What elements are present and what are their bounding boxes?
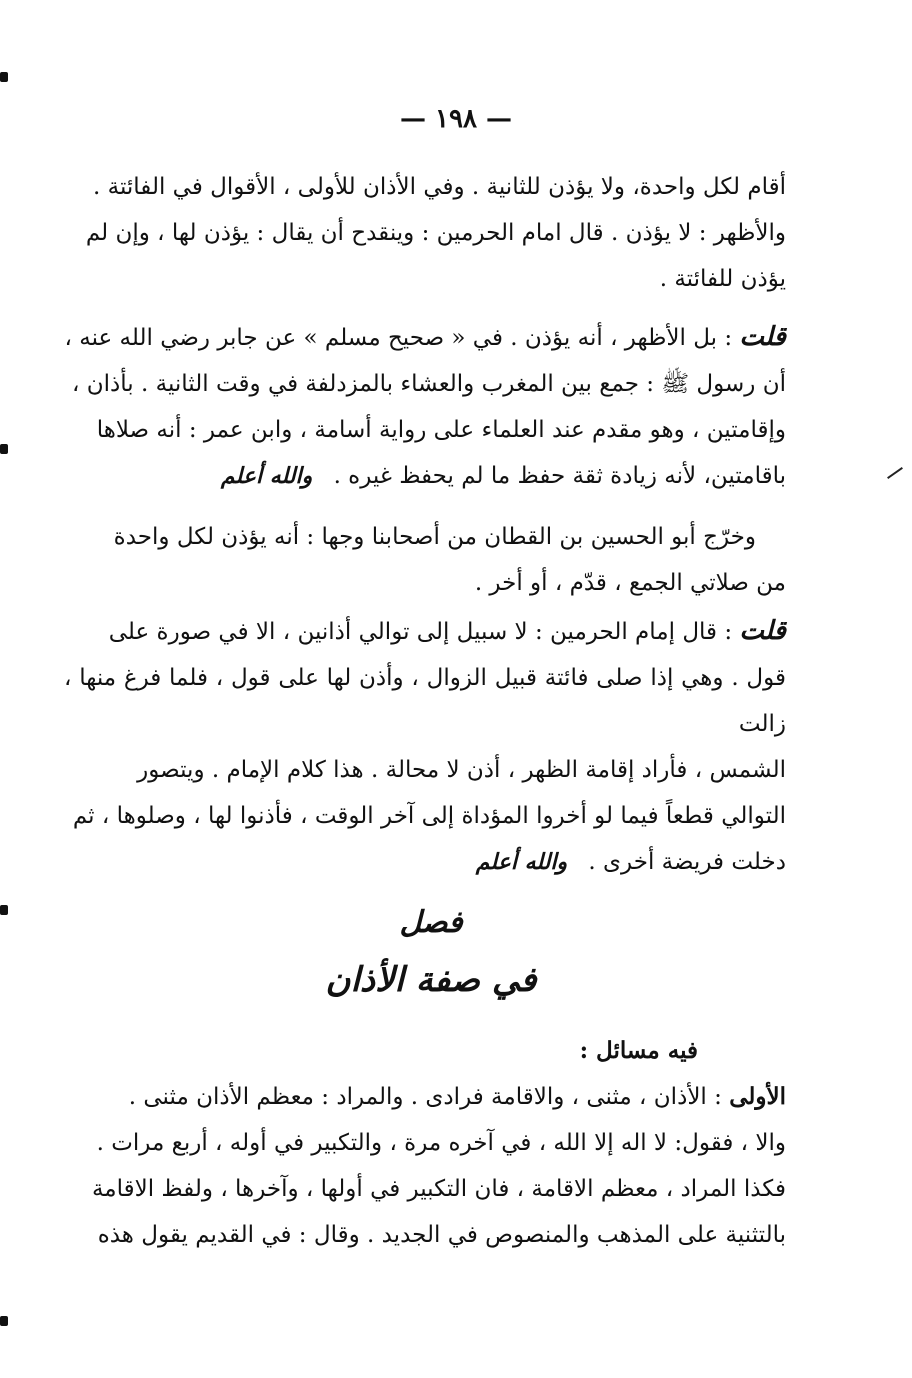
line-text: باقامتين، لأنه زيادة ثقة حفظ ما لم يحفظ غيره . [333, 463, 786, 489]
text-line: أقام لكل واحدة، ولا يؤذن للثانية . وفي الأذان للأولى ، الأقوال في الفائتة . [93, 174, 786, 200]
paragraph-5 [64, 1028, 786, 1258]
text-line: يؤذن للفائتة . [659, 266, 786, 292]
text-line: والا ، فقول: لا اله إلا الله ، في آخره مرة ، والتكبير في أوله ، أربع مرات . [96, 1130, 786, 1156]
first-label: الأولى [729, 1083, 786, 1110]
qult-label: قلت [739, 322, 786, 352]
text-line: أن رسول ﷺ : جمع بين المغرب والعشاء بالمزدلفة في وقت الثانية . بأذان ، [72, 371, 786, 397]
text-line: بالتثنية على المذهب والمنصوص في الجديد . وقال : في القديم يقول هذه [97, 1222, 786, 1248]
page-number: — ١٩٨ — [399, 104, 513, 134]
margin-stroke [887, 467, 903, 479]
paragraph-4 [64, 608, 786, 885]
text-line [64, 314, 786, 361]
section-label: فصل [399, 905, 463, 940]
text-line: وإقامتين ، وهو مقدم عند العلماء على رواية أسامة ، وابن عمر : أنه صلاها [96, 417, 786, 443]
intro-line: فيه مسائل : [579, 1037, 698, 1064]
margin-speck [0, 72, 8, 82]
qult-label: قلت [739, 616, 786, 646]
margin-speck [0, 1316, 8, 1326]
paragraph-1 [64, 164, 786, 302]
line-text: : قال إمام الحرمين : لا سبيل إلى توالي أذانين ، الا في صورة على [108, 619, 733, 645]
line-text: دخلت فريضة أخرى . [588, 849, 786, 875]
closing-phrase: والله أعلم [220, 463, 313, 489]
closing-phrase: والله أعلم [475, 849, 568, 875]
line-text: : الأذان ، مثنى ، والاقامة فرادى . والمراد : معظم الأذان مثنى . [128, 1084, 722, 1110]
text-line [64, 1074, 786, 1120]
line-text: : بل الأظهر ، أنه يؤذن . في « صحيح مسلم » عن جابر رضي الله عنه ، [64, 325, 733, 351]
text-line: الشمس ، فأراد إقامة الظهر ، أذن لا محالة . هذا كلام الإمام . ويتصور [137, 757, 786, 783]
text-line: التوالي قطعاً فيما لو أخروا المؤداة إلى آخر الوقت ، فأذنوا لها ، وصلوها ، ثم [72, 803, 786, 829]
text-line: من صلاتي الجمع ، قدّم ، أو أخر . [474, 570, 786, 596]
text-line [64, 453, 786, 499]
text-line: والأظهر : لا يؤذن . قال امام الحرمين : وينقدح أن يقال : يؤذن لها ، وإن لم [85, 220, 786, 246]
margin-speck [0, 905, 8, 915]
section-title: في صفة الأذان [325, 960, 537, 1000]
text-line: قول . وهي إذا صلى فائتة قبيل الزوال ، وأذن لها على قول ، فلما فرغ منها ، زالت [64, 665, 786, 737]
paragraph-2 [64, 314, 786, 499]
paragraph-3 [64, 514, 786, 606]
text-line: فكذا المراد ، معظم الاقامة ، فان التكبير في أولها ، وآخرها ، ولفظ الاقامة [91, 1176, 786, 1202]
text-line: وخرّج أبو الحسين بن القطان من أصحابنا وجها : أنه يؤذن لكل واحدة [113, 524, 756, 550]
margin-speck [0, 444, 8, 454]
text-line [64, 839, 786, 885]
text-line [64, 608, 786, 655]
